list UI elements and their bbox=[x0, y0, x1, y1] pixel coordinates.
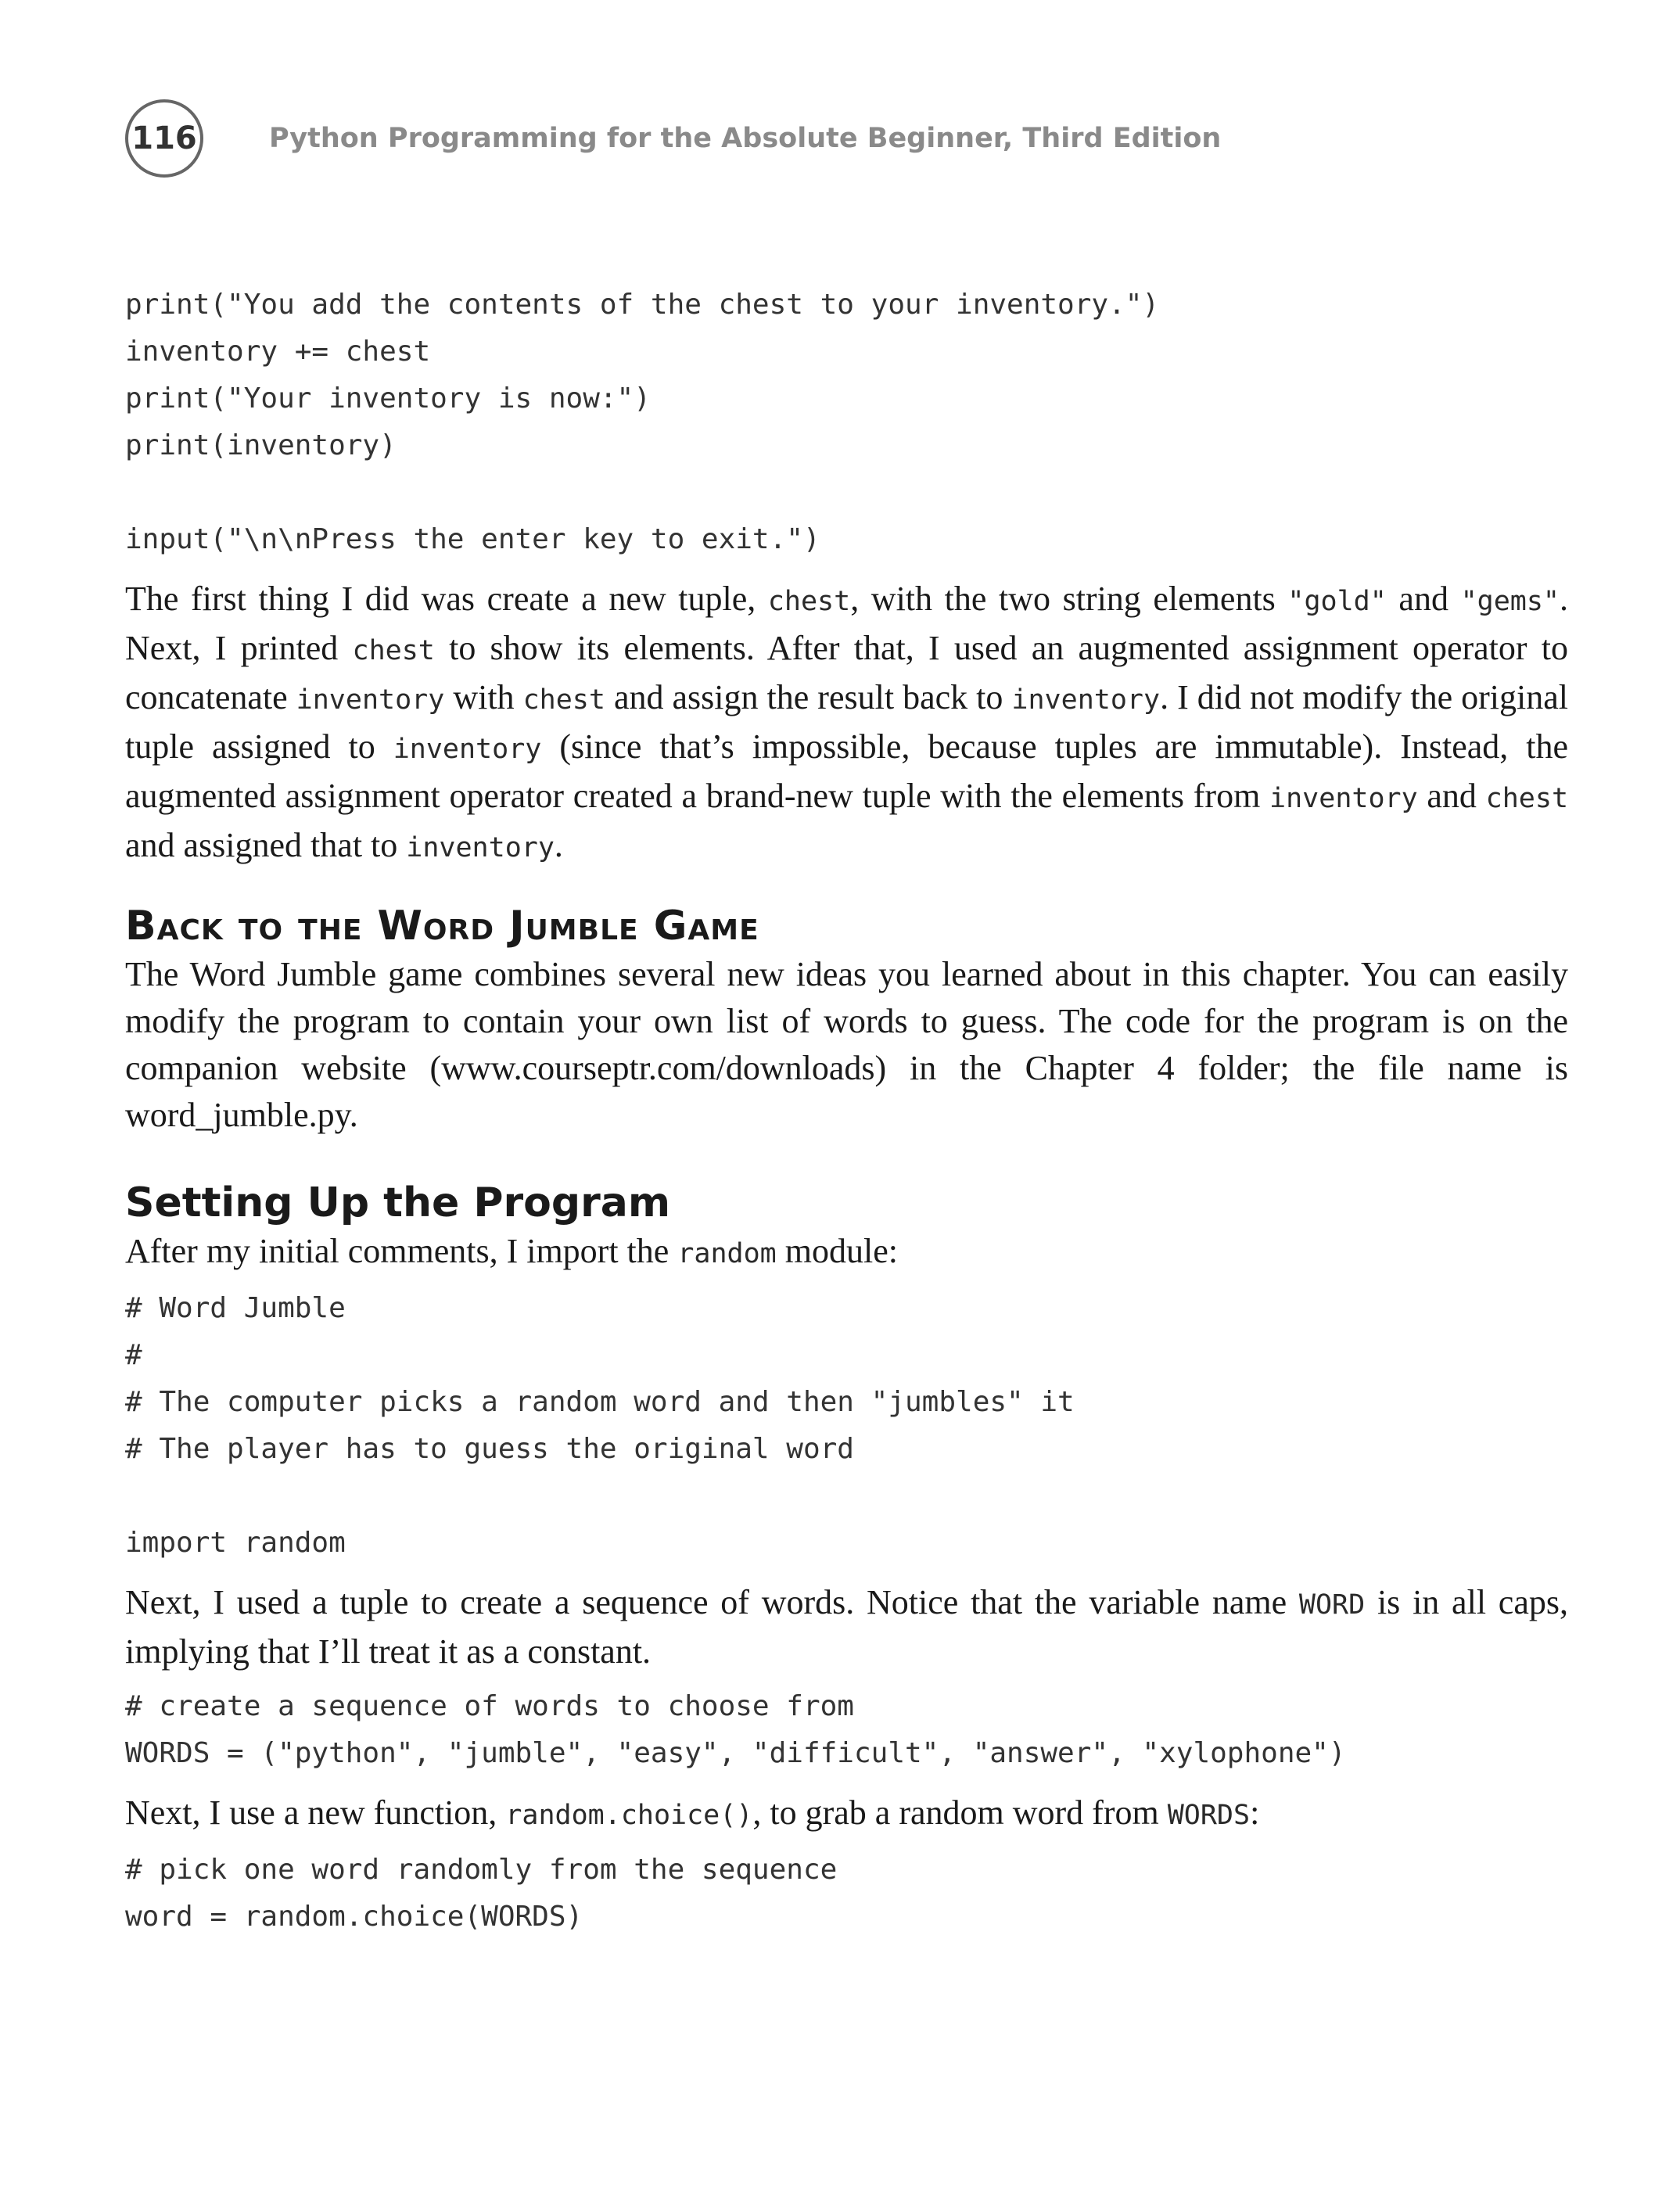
running-title: Python Programming for the Absolute Beginner, Third Edition bbox=[269, 123, 1222, 154]
code-line: # pick one word randomly from the sequence bbox=[125, 1854, 838, 1886]
code-line: import random bbox=[125, 1527, 346, 1559]
code-line: print("You add the contents of the chest to your inventory.") bbox=[125, 289, 1160, 321]
paragraph-import-random: After my initial comments, I import the random module: bbox=[125, 1232, 898, 1270]
code-line: input("\n\nPress the enter key to exit.") bbox=[125, 523, 820, 555]
subsection-heading: Setting Up the Program bbox=[125, 1179, 671, 1226]
code-block-inventory bbox=[125, 282, 1568, 563]
code-block-header-comments bbox=[125, 1285, 1568, 1567]
code-line: # The computer picks a random word and then "jumbles" it bbox=[125, 1386, 1075, 1418]
code-line: # Word Jumble bbox=[125, 1292, 346, 1324]
code-line: print("Your inventory is now:") bbox=[125, 382, 651, 415]
page-content bbox=[125, 282, 1568, 1940]
code-line: word = random.choice(WORDS) bbox=[125, 1901, 583, 1933]
page-number: 116 bbox=[131, 120, 197, 156]
paragraph-words-tuple: Next, I used a tuple to create a sequence of words. Notice that the variable name WORD is in all caps, implying that I’ll treat it as a constant. bbox=[125, 1583, 1568, 1671]
code-line: WORDS = ("python", "jumble", "easy", "difficult", "answer", "xylophone") bbox=[125, 1737, 1346, 1769]
code-line bbox=[125, 469, 1568, 516]
page-header bbox=[125, 95, 1221, 181]
section-heading: Back to the Word Jumble Game bbox=[125, 903, 759, 950]
paragraph-random-choice: Next, I use a new function, random.choice(), to grab a random word from WORDS: bbox=[125, 1793, 1260, 1832]
paragraph-word-jumble-intro: The Word Jumble game combines several new ideas you learned about in this chapter. You can easily modify the program to contain your own list of words to guess. The code for the program is on the companion website (www.courseptr.com/downloads) in the Chapter 4 folder; the file name is word_jumble.py. bbox=[125, 955, 1568, 1134]
paragraph-tuple-concatenation: The first thing I did was create a new tuple, chest, with the two string elements "gold" and "gems". Next, I printed chest to show its elements. After that, I used an augmented assignment operator to concatenate inventory with chest and assign the result back to inventory. I did not modify the original tuple assigned to inventory (since that’s impossible, because tuples are immutable). Instead, the augmented assignment operator created a brand-new tuple with the elements from inventory and chest and assigned that to inventory. bbox=[125, 580, 1569, 864]
page-number-badge bbox=[125, 99, 203, 178]
code-line bbox=[125, 1473, 1568, 1520]
code-line: # The player has to guess the original word bbox=[125, 1433, 854, 1465]
code-line: # create a sequence of words to choose from bbox=[125, 1690, 854, 1722]
code-line: inventory += chest bbox=[125, 336, 431, 368]
code-block-pick-word bbox=[125, 1847, 1568, 1940]
code-block-words bbox=[125, 1683, 1568, 1777]
code-line: # bbox=[125, 1339, 142, 1371]
code-line: print(inventory) bbox=[125, 429, 397, 461]
